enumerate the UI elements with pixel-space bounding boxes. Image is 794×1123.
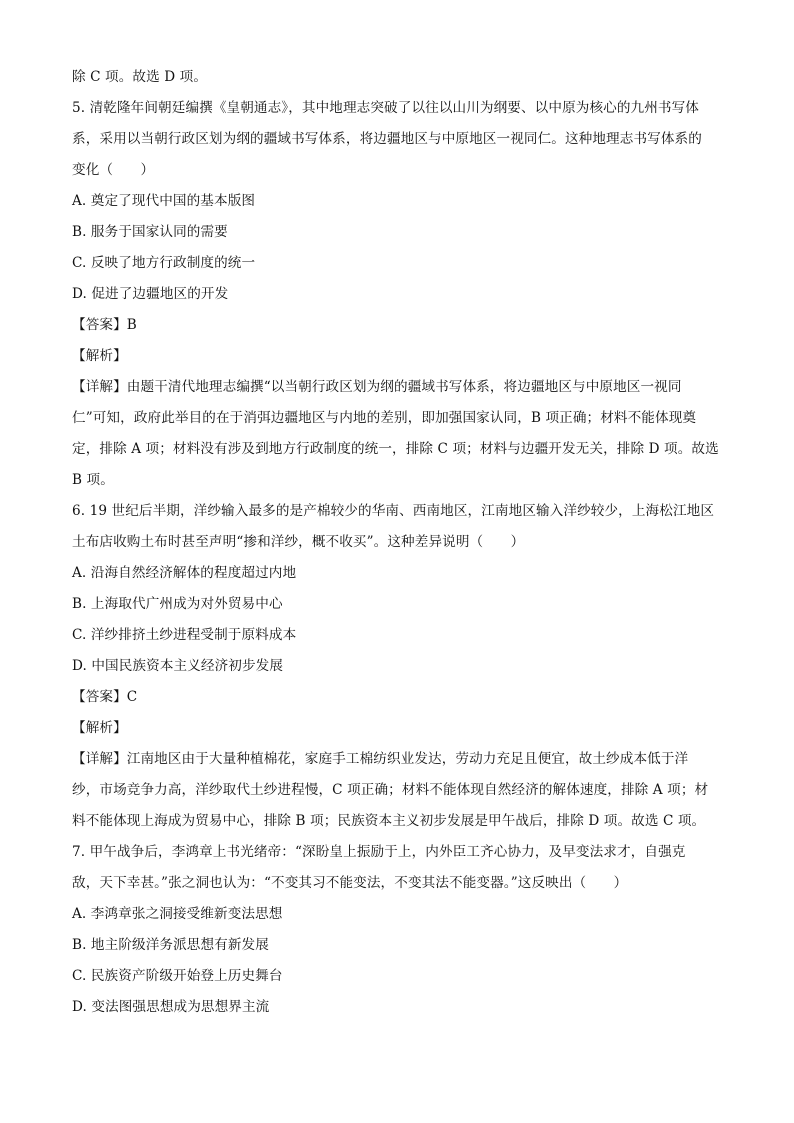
question-5-answer: 【答案】B xyxy=(72,317,137,333)
question-5-option-d: D. 促进了边疆地区的开发 xyxy=(72,286,229,302)
question-7-stem: 7. 甲午战争后，李鸿章上书光绪帝：“深盼皇上振励于上，内外臣工齐心协力，及早变法求才，自强克 xyxy=(72,844,686,860)
question-6-explanation: 【详解】江南地区由于大量种植棉花，家庭手工棉纺织业发达，劳动力充足且便宜，故土纱成本低于洋 xyxy=(72,751,689,767)
text-line: 除 C 项。故选 D 项。 xyxy=(72,69,208,85)
question-7-option-b: B. 地主阶级洋务派思想有新发展 xyxy=(72,937,269,953)
question-7-option-d: D. 变法图强思想成为思想界主流 xyxy=(72,999,270,1015)
question-5-explanation: 仁”可知，政府此举目的在于消弭边疆地区与内地的差别，即加强国家认同，B 项正确；材料不能体现奠 xyxy=(72,410,697,426)
question-5-explanation: 【详解】由题干清代地理志编撰“以当朝行政区划为纲的疆域书写体系，将边疆地区与中原地区一视同 xyxy=(72,379,682,395)
question-5-option-c: C. 反映了地方行政制度的统一 xyxy=(72,255,256,271)
question-6-option-d: D. 中国民族资本主义经济初步发展 xyxy=(72,658,284,674)
question-6-answer: 【答案】C xyxy=(72,689,138,705)
question-6-option-c: C. 洋纱排挤土纱进程受制于原料成本 xyxy=(72,627,297,643)
question-7-option-c: C. 民族资产阶级开始登上历史舞台 xyxy=(72,968,283,984)
question-5-analysis-heading: 【解析】 xyxy=(72,348,127,364)
question-5-explanation: 定，排除 A 项；材料没有涉及到地方行政制度的统一，排除 C 项；材料与边疆开发无关，排除 D 项。故选 xyxy=(72,441,719,457)
question-5-stem: 变化（ ） xyxy=(72,162,155,178)
question-6-stem: 6. 19 世纪后半期，洋纱输入最多的是产棉较少的华南、西南地区，江南地区输入洋纱较少，上海松江地区 xyxy=(72,503,715,519)
question-6-analysis-heading: 【解析】 xyxy=(72,720,127,736)
question-6-option-a: A. 沿海自然经济解体的程度超过内地 xyxy=(72,565,297,581)
question-5-stem: 5. 清乾隆年间朝廷编撰《皇朝通志》，其中地理志突破了以往以山川为纲要、以中原为核心的九州书写体 xyxy=(72,100,700,116)
question-6-stem: 土布店收购土布时甚至声明“掺和洋纱，概不收买”。这种差异说明（ ） xyxy=(72,534,525,550)
question-5-stem: 系，采用以当朝行政区划为纲的疆域书写体系，将边疆地区与中原地区一视同仁。这种地理志书写体系的 xyxy=(72,131,702,147)
question-7-stem: 敌，天下幸甚。”张之洞也认为：“不变其习不能变法，不变其法不能变器。”这反映出（ ） xyxy=(72,875,628,891)
question-6-explanation: 纱，市场竞争力高，洋纱取代土纱进程慢，C 项正确；材料不能体现自然经济的解体速度，排除 A 项；材 xyxy=(72,782,709,798)
question-5-option-b: B. 服务于国家认同的需要 xyxy=(72,224,228,240)
document-page xyxy=(72,62,724,1023)
question-5-explanation: B 项。 xyxy=(72,472,114,488)
question-6-explanation: 料不能体现上海成为贸易中心，排除 B 项；民族资本主义初步发展是甲午战后，排除 D 项。故选 C 项。 xyxy=(72,813,706,829)
question-6-option-b: B. 上海取代广州成为对外贸易中心 xyxy=(72,596,283,612)
question-7-option-a: A. 李鸿章张之洞接受维新变法思想 xyxy=(72,906,283,922)
question-5-option-a: A. 奠定了现代中国的基本版图 xyxy=(72,193,256,209)
